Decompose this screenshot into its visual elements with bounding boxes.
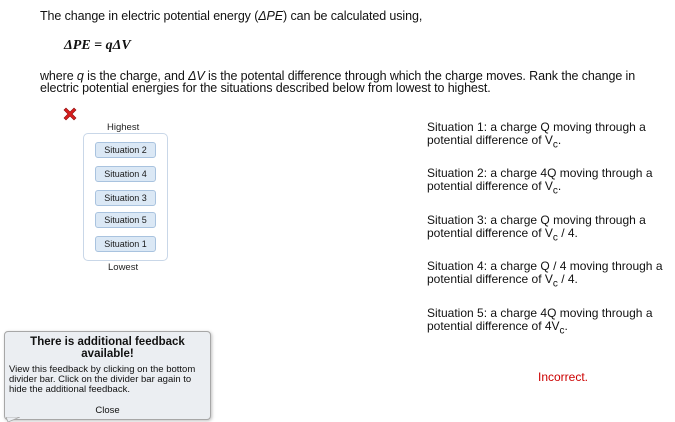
red-x-icon bbox=[62, 106, 78, 122]
situation-4: Situation 4: a charge Q / 4 moving through a potential difference of $V_c / 4$. bbox=[427, 259, 663, 290]
intro-text: The change in electric potential energy (ΔPE) can be calculated using, bbox=[40, 9, 423, 23]
delta-pe-symbol: ΔPE bbox=[258, 9, 284, 23]
situation-5: Situation 5: a charge 4Q moving through a potential difference of $4V_c$. bbox=[427, 305, 653, 336]
situation-1: Situation 1: a charge Q moving through a potential difference of $V_c$. bbox=[427, 120, 646, 151]
ranking-box bbox=[83, 133, 168, 261]
close-button[interactable]: Close bbox=[95, 405, 120, 416]
feedback-body: View this feedback by clicking on the bottom divider bar. Click on the divider bar again to hide the additional feedback. bbox=[9, 364, 196, 395]
highest-label: Highest bbox=[107, 122, 140, 133]
rank-item[interactable]: Situation 2 bbox=[95, 142, 156, 158]
feedback-title: There is additional feedback available! bbox=[30, 336, 185, 360]
question-text: where q is the charge, and ΔV is the potental difference through which the charge moves. Rank the change in electric potential energies for the situations described below from lowest to highest. bbox=[40, 69, 636, 95]
rank-item[interactable]: Situation 3 bbox=[95, 190, 156, 206]
rank-item[interactable]: Situation 5 bbox=[95, 212, 156, 228]
situation-2: Situation 2: a charge 4Q moving through a potential difference of $V_c$. bbox=[427, 166, 653, 197]
popup-pointer-icon bbox=[6, 417, 20, 422]
status-incorrect: Incorrect. bbox=[538, 370, 589, 384]
equation: ΔPE = qΔV bbox=[64, 38, 131, 53]
situation-3: Situation 3: a charge Q moving through a potential difference of $V_c / 4$. bbox=[427, 212, 646, 244]
feedback-popup bbox=[4, 331, 211, 420]
situations-list bbox=[427, 121, 673, 353]
rank-item[interactable]: Situation 1 bbox=[95, 236, 156, 252]
rank-item[interactable]: Situation 4 bbox=[95, 166, 156, 182]
lowest-label: Lowest bbox=[108, 262, 139, 273]
